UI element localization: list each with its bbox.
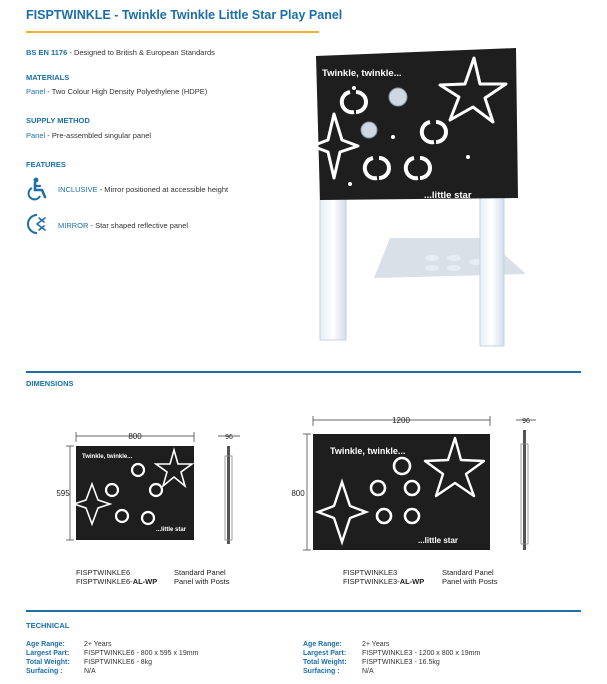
large-code1: FISPTWINKLE3	[343, 568, 398, 577]
small-height-label: 595	[56, 489, 70, 498]
small-desc2: Panel with Posts	[174, 577, 230, 586]
tech-label-weight-2: Total Weight:	[303, 659, 347, 666]
tech-label-age-2: Age Range:	[303, 641, 342, 648]
inclusive-line	[58, 185, 228, 194]
small-code2-suffix: AL-WP	[132, 577, 158, 586]
standard-text: - Designed to British & European Standards	[67, 48, 215, 57]
tech-label-part-2: Largest Part:	[303, 650, 347, 657]
technical-heading: TECHNICAL	[26, 621, 70, 630]
tech-label-weight: Total Weight:	[26, 659, 70, 666]
mirror-label: MIRROR	[58, 221, 89, 230]
wheelchair-icon	[26, 177, 50, 201]
large-panel-bottom-text: ...little star	[418, 536, 459, 545]
small-depth-label: 96	[225, 434, 233, 441]
large-side-post	[523, 430, 526, 550]
inclusive-text: - Mirror positioned at accessible height	[97, 185, 229, 194]
small-side-post	[227, 446, 230, 544]
technical-rule	[26, 610, 581, 612]
tech-large-weight: FISPTWINKLE3 - 16.5kg	[362, 659, 440, 666]
large-depth-label: 96	[522, 418, 530, 425]
materials-text: - Two Colour High Density Polyethylene (HDPE)	[45, 87, 208, 96]
product-render	[298, 40, 544, 356]
tech-large-age: 2+ Years	[362, 641, 390, 648]
mirror-icon	[25, 212, 49, 236]
materials-line	[26, 87, 207, 96]
materials-heading: MATERIALS	[26, 73, 70, 82]
tech-label-age: Age Range:	[26, 641, 65, 648]
tech-label-surfacing-2: Surfacing :	[303, 668, 340, 675]
tech-values-small	[84, 640, 198, 676]
tech-values-large	[362, 640, 480, 676]
small-code2-prefix: FISPTWINKLE6-	[76, 577, 133, 586]
standard-code: BS EN 1176	[26, 48, 68, 57]
supply-line	[26, 131, 151, 140]
page-title: FISPTWINKLE - Twinkle Twinkle Little Star Play Panel	[26, 8, 343, 22]
small-panel-drawing	[52, 428, 248, 554]
mirror-text: - Star shaped reflective panel	[88, 221, 189, 230]
large-code2	[343, 577, 424, 586]
small-code1: FISPTWINKLE6	[76, 568, 131, 577]
materials-label: Panel	[26, 87, 46, 96]
small-panel-top-text: Twinkle, twinkle...	[82, 454, 133, 460]
tech-label-part: Largest Part:	[26, 650, 70, 657]
tech-small-weight: FISPTWINKLE6 - 8kg	[84, 659, 153, 666]
large-code2-suffix: AL-WP	[399, 577, 425, 586]
supply-label: Panel	[26, 131, 46, 140]
small-code2	[76, 577, 157, 586]
title-underline	[26, 31, 319, 33]
tech-label-surfacing: Surfacing :	[26, 668, 63, 675]
large-desc1: Standard Panel	[442, 568, 494, 577]
inclusive-label: INCLUSIVE	[58, 185, 98, 194]
large-code2-prefix: FISPTWINKLE3-	[343, 577, 400, 586]
supply-heading: SUPPLY METHOD	[26, 116, 90, 125]
small-panel-bottom-text: ...little star	[156, 527, 187, 533]
tech-labels-small	[26, 640, 70, 676]
small-desc1: Standard Panel	[174, 568, 226, 577]
supply-text: - Pre-assembled singular panel	[45, 131, 152, 140]
tech-small-surfacing: N/A	[84, 668, 96, 675]
large-panel-top-text: Twinkle, twinkle...	[330, 446, 406, 456]
dimensions-heading: DIMENSIONS	[26, 379, 74, 388]
tech-small-age: 2+ Years	[84, 641, 112, 648]
small-width-label: 800	[128, 432, 142, 441]
large-panel-drawing	[290, 414, 540, 560]
mirror-line	[58, 221, 188, 230]
panel-bottom-text: ...little star	[424, 190, 472, 201]
tech-labels-large	[303, 640, 347, 676]
large-width-label: 1200	[392, 416, 410, 425]
tech-large-surfacing: N/A	[362, 668, 374, 675]
panel-top-text: Twinkle, twinkle...	[322, 68, 402, 79]
large-height-label: 800	[291, 489, 305, 498]
large-desc2: Panel with Posts	[442, 577, 498, 586]
tech-large-part: FISPTWINKLE3 - 1200 x 800 x 19mm	[362, 650, 481, 657]
tech-small-part: FISPTWINKLE6 - 800 x 595 x 19mm	[84, 650, 199, 657]
standard-line	[26, 48, 215, 57]
dimensions-rule	[26, 371, 581, 373]
features-heading: FEATURES	[26, 160, 66, 169]
